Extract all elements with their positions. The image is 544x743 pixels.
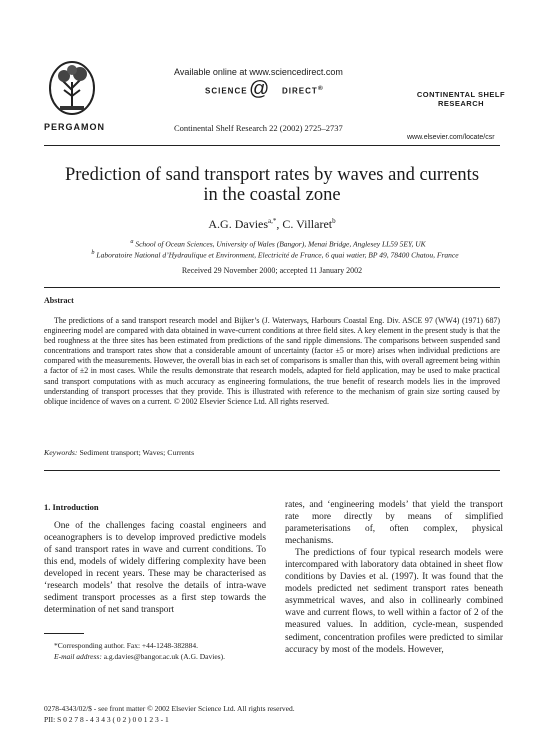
publisher-name: PERGAMON <box>44 122 106 132</box>
affil-b-mark: b <box>91 249 95 256</box>
keywords-list: Sediment transport; Waves; Currents <box>79 448 195 457</box>
issn-line: 0278-4343/02/$ - see front matter © 2002 Elsevier Science Ltd. All rights reserved. <box>44 704 295 713</box>
section-heading: 1. Introduction <box>44 502 99 512</box>
intro-left-column: One of the challenges facing coastal engineers and oceanographers is to develop improved predictive models of sand transport rates in wave and current conditions. To this end, models of widely differing complexity have been developed in recent years. These may be characterised as ‘research models’ that resolve the details of intra-wave sediment transport processes as a first step towards the determination of net sand transport <box>44 521 266 616</box>
affiliation-b: $^b$ Laboratoire National d’Hydraulique et Environment, Electricité de France, 6 quai watier, BP 49, 78400 Chatou, France <box>91 249 459 260</box>
right-para-1: rates, and ‘engineering models’ that yield the transport rate more directly by means of simplified parameterisations of, often complex, physical mechanisms. <box>285 500 503 547</box>
footnote-email <box>44 651 272 662</box>
affil-a-mark: a <box>130 238 134 245</box>
intro-right-column <box>285 499 503 656</box>
pii-line: PII: S 0 2 7 8 - 4 3 4 3 ( 0 2 ) 0 0 1 2 3 - 1 <box>44 715 169 724</box>
elsevier-tree-logo <box>48 60 96 116</box>
journal-url[interactable]: www.elsevier.com/locate/csr <box>407 134 495 141</box>
footnote-rule <box>44 633 84 634</box>
keywords <box>44 448 194 457</box>
author-1-sup: a,* <box>268 217 277 225</box>
received-dates: Received 29 November 2000; accepted 11 January 2002 <box>181 266 363 275</box>
sd-at-symbol: @ <box>249 78 270 100</box>
affiliation-a: $^a$ School of Ocean Sciences, University of Wales (Bangor), Menai Bridge, Anglesey LL59 5EY, UK <box>130 238 426 249</box>
author-2: , C. Villaret <box>276 217 333 231</box>
abstract-text: The predictions of a sand transport research model and Bijker’s (J. Waterways, Harbours Coastal Eng. Div. ASCE 97 (WW4) (1971) 687) engineering model are compared with data obtained in wave-current conditions at three field sites. A key element in the present study is that the bed roughness at the three sites has been estimated from predictions of the sand ripple dimensions. The comparisons between suspended sand concentrations and transport rates show that a considerable amount of uncertainty (factor ±5 or more) arises when individual predictions are compared with the measurements. However, the overall bias in each set of comparisons is smaller than this, with overall agreement being within a factor of ±2 in most cases. While the results demonstrate that research models, adapted for field application, may be used to make practical sand transport computations with as much accuracy as engineering formulations, the true benefit of research models lies in the improved understanding of transport processes that they provide. This is illustrated with reference to the mechanism of grain size sorting caused by oblique incidence of waves on a current. © 2002 Elsevier Science Ltd. All rights reserved. <box>44 316 500 406</box>
footnote-corresponding: *Corresponding author. Fax: +44-1248-382884. <box>54 641 199 650</box>
abstract-bottom-rule <box>44 470 500 471</box>
sd-right: DIRECT <box>282 86 318 96</box>
journal-name: CONTINENTAL SHELF RESEARCH <box>416 90 506 108</box>
author-list <box>0 217 544 232</box>
sd-left: SCIENCE <box>205 86 248 96</box>
sd-mark: ® <box>317 85 324 92</box>
available-online[interactable]: Available online at www.sciencedirect.com <box>174 67 343 77</box>
abstract-heading: Abstract <box>44 296 74 305</box>
keywords-label: Keywords: <box>44 448 78 457</box>
email-address[interactable]: a.g.davies@bangor.ac.uk (A.G. Davies). <box>103 652 225 661</box>
abstract-copyright: © 2002 Elsevier Science Ltd. All rights reserved. <box>173 396 329 406</box>
email-label: E-mail address: <box>54 652 102 661</box>
page-footer <box>44 703 295 725</box>
right-para-2: The predictions of four typical research models were intercompared with laboratory data obtained in sheet flow conditions by Davies et al. (1997). It was found that the models predicted net sediment transport rates beneath asymmetrical waves, and also in collinearly combined wave and current flows, to well within a factor of 2 of the measured values. In addition, cycle-mean, suspended sediment, concentration profiles were predicted to similar accuracy by most of the models. However, <box>285 548 503 655</box>
footnote <box>44 640 272 662</box>
abstract-top-rule <box>44 287 500 288</box>
author-2-sup: b <box>332 217 336 225</box>
header-rule <box>44 145 500 146</box>
article-title: Prediction of sand transport rates by waves and currents in the coastal zone <box>64 165 480 205</box>
author-1: A.G. Davies <box>208 217 269 231</box>
journal-citation: Continental Shelf Research 22 (2002) 2725–2737 <box>174 123 343 133</box>
